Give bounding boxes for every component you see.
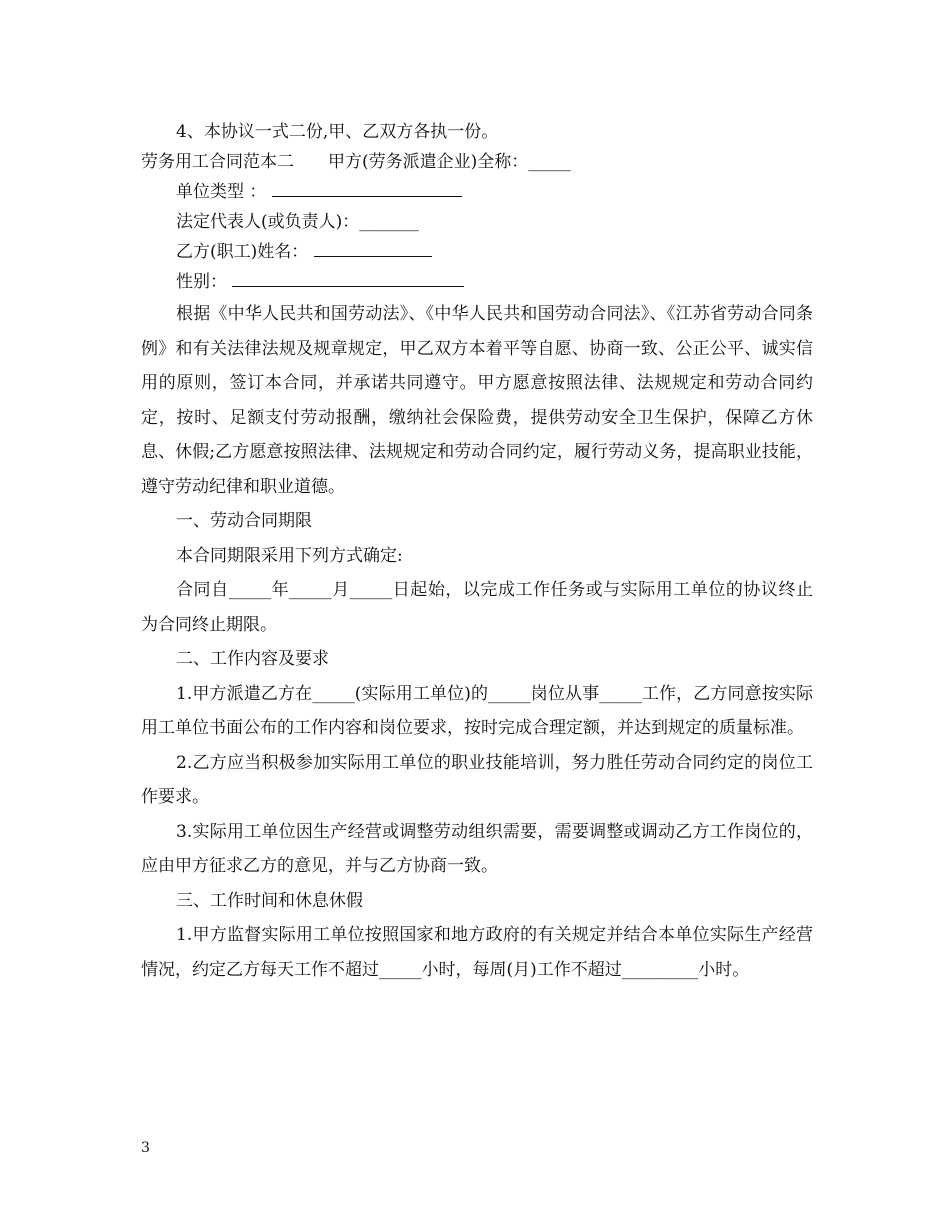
agreement-copies-line: 4、本协议一式二份,甲、乙双方各执一份。 — [176, 122, 499, 142]
section-2-item-3: 3.实际用工单位因生产经营或调整劳动组织需要，需要调整或调动乙方工作岗位的，应由甲方征求乙方的意见，并与乙方协商一致。 — [141, 821, 813, 876]
gender-line — [141, 267, 813, 297]
section-2-item-1: 1.甲方派遣乙方在_____(实际用工单位)的_____岗位从事_____工作，乙方同意按实际用工单位书面公布的工作内容和岗位要求，按时完成合理定额，并达到规定的质量标准。 — [141, 683, 813, 738]
party-b-name-label: 乙方(职工)姓名： — [176, 242, 309, 262]
section-2-item-2: 2.乙方应当积极参加实际用工单位的职业技能培训，努力胜任劳动合同约定的岗位工作要求。 — [141, 752, 813, 807]
contract-title-line — [141, 147, 813, 177]
section-1-body: 合同自_____年_____月_____日起始，以完成工作任务或与实际用工单位的协议终止为合同终止期限。 — [141, 580, 813, 635]
section-1-intro: 本合同期限采用下列方式确定: — [176, 545, 403, 566]
contract-title: 劳务用工合同范本二 — [141, 152, 294, 172]
section-2-title: 二、工作内容及要求 — [176, 649, 329, 669]
document-body — [141, 117, 813, 987]
party-b-name-line — [141, 237, 813, 267]
preamble-paragraph: 根据《中华人民共和国劳动法》、《中华人民共和国劳动合同法》、《江苏省劳动合同条例》和有关法律法规及规章规定，甲乙双方本着平等自愿、协商一致、公正公平、诚实信用的原则，签订本合同，并承诺共同遵守。甲方愿意按照法律、法规规定和劳动合同约定，按时、足额支付劳动报酬，缴纳社会保险费，提供劳动安全卫生保护，保障乙方休息、休假;乙方愿意按照法律、法规规定和劳动合同约定，履行劳动义务，提高职业技能，遵守劳动纪律和职业道德。 — [141, 304, 813, 497]
gender-label: 性别： — [176, 272, 227, 292]
unit-type-label: 单位类型 ： — [176, 182, 267, 202]
section-1-title: 一、劳动合同期限 — [176, 511, 312, 531]
section-3-item-1: 1.甲方监督实际用工单位按照国家和地方政府的有关规定并结合本单位实际生产经营情况，约定乙方每天工作不超过_____小时，每周(月)工作不超过_________小时。 — [141, 925, 813, 980]
gender-blank[interactable] — [232, 270, 464, 287]
legal-rep-line: 法定代表人(或负责人)：_______ — [176, 212, 419, 232]
section-3-title: 三、工作时间和休息休假 — [176, 890, 363, 911]
unit-type-line — [141, 177, 813, 207]
unit-type-blank[interactable] — [272, 180, 462, 197]
page-number: 3 — [141, 1140, 150, 1156]
party-b-name-blank[interactable] — [314, 240, 432, 257]
party-a-fullname-label: 甲方(劳务派遣企业)全称：_____ — [328, 152, 571, 172]
